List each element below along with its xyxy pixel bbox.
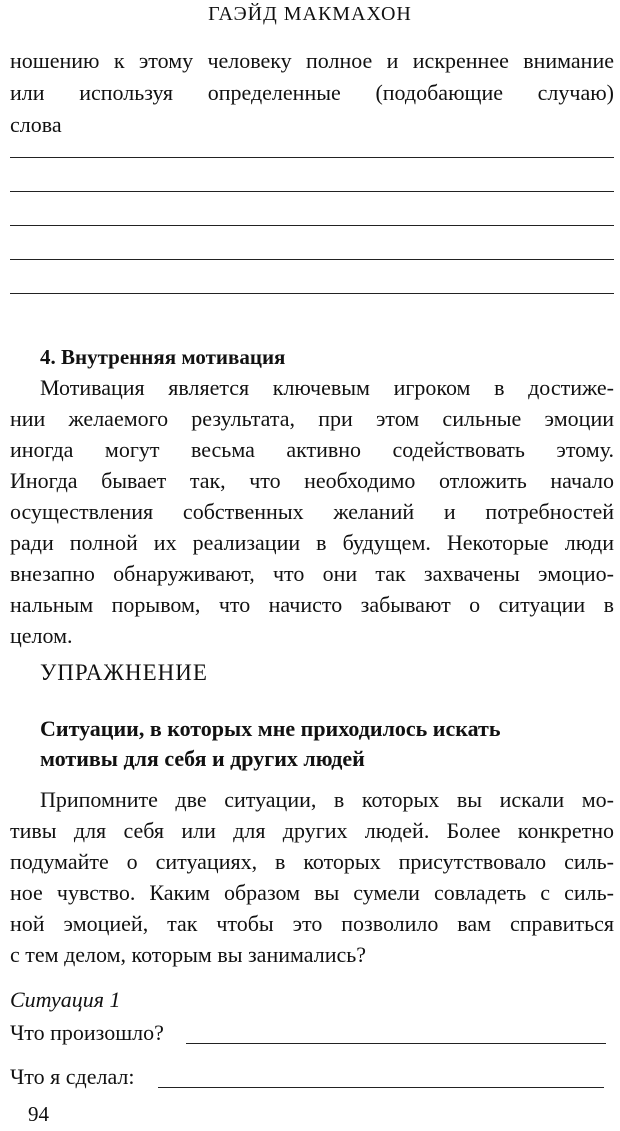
running-head: ГАЭЙД МАКМАХОН	[208, 3, 412, 25]
answer-line	[10, 293, 614, 294]
text-line: Мотивация является ключевым игроком в достиже-	[40, 375, 614, 400]
text-line: нии желаемого результата, при этом сильные эмоции	[10, 406, 614, 431]
answer-line	[10, 191, 614, 192]
text-line: внезапно обнаруживают, что они так захвачены эмоцио-	[10, 561, 614, 586]
what-i-did-label: Что я сделал:	[10, 1064, 135, 1089]
situation-label: Ситуация 1	[10, 987, 121, 1012]
text-line: ношению к этому человеку полное и искреннее внимание	[10, 48, 614, 73]
text-line: слова	[10, 112, 62, 137]
text-line: или используя определенные (подобающие случаю)	[10, 80, 614, 105]
section-title: 4. Внутренняя мотивация	[40, 345, 286, 369]
answer-line	[10, 259, 614, 260]
page-number: 94	[28, 1102, 49, 1126]
text-line: целом.	[10, 623, 73, 648]
text-line: с тем делом, которым вы занимались?	[10, 942, 367, 967]
text-line: ной эмоцией, так чтобы это позволило вам справиться	[10, 911, 614, 936]
answer-line	[10, 157, 614, 158]
what-happened-label: Что произошло?	[10, 1020, 164, 1045]
text-line: иногда могут весьма активно содействовать этому.	[10, 437, 614, 462]
text-line: Припомните две ситуации, в которых вы искали мо-	[40, 787, 614, 812]
continuation-text	[10, 45, 614, 141]
what-happened-line	[186, 1043, 606, 1044]
text-line: тивы для себя или для других людей. Более конкретно	[10, 818, 614, 843]
text-line: ное чувство. Каким образом вы сумели совладеть с силь-	[10, 880, 614, 905]
text-line: Иногда бывает так, что необходимо отложить начало	[10, 468, 614, 493]
exercise-title-line: Ситуации, в которых мне приходилось искать	[40, 716, 501, 741]
what-i-did-line	[158, 1087, 604, 1088]
text-line: подумайте о ситуациях, в которых присутствовало силь-	[10, 849, 614, 874]
text-line: нальным порывом, что начисто забывают о ситуации в	[10, 592, 614, 617]
section-paragraph	[10, 372, 614, 651]
exercise-heading: УПРАЖНЕНИЕ	[40, 660, 208, 685]
answer-line	[10, 225, 614, 226]
text-line: ради полной их реализации в будущем. Некоторые люди	[10, 530, 614, 555]
exercise-paragraph	[10, 784, 614, 970]
exercise-title-line: мотивы для себя и других людей	[40, 746, 365, 771]
text-line: осуществления собственных желаний и потребностей	[10, 499, 614, 524]
exercise-title	[40, 714, 600, 774]
